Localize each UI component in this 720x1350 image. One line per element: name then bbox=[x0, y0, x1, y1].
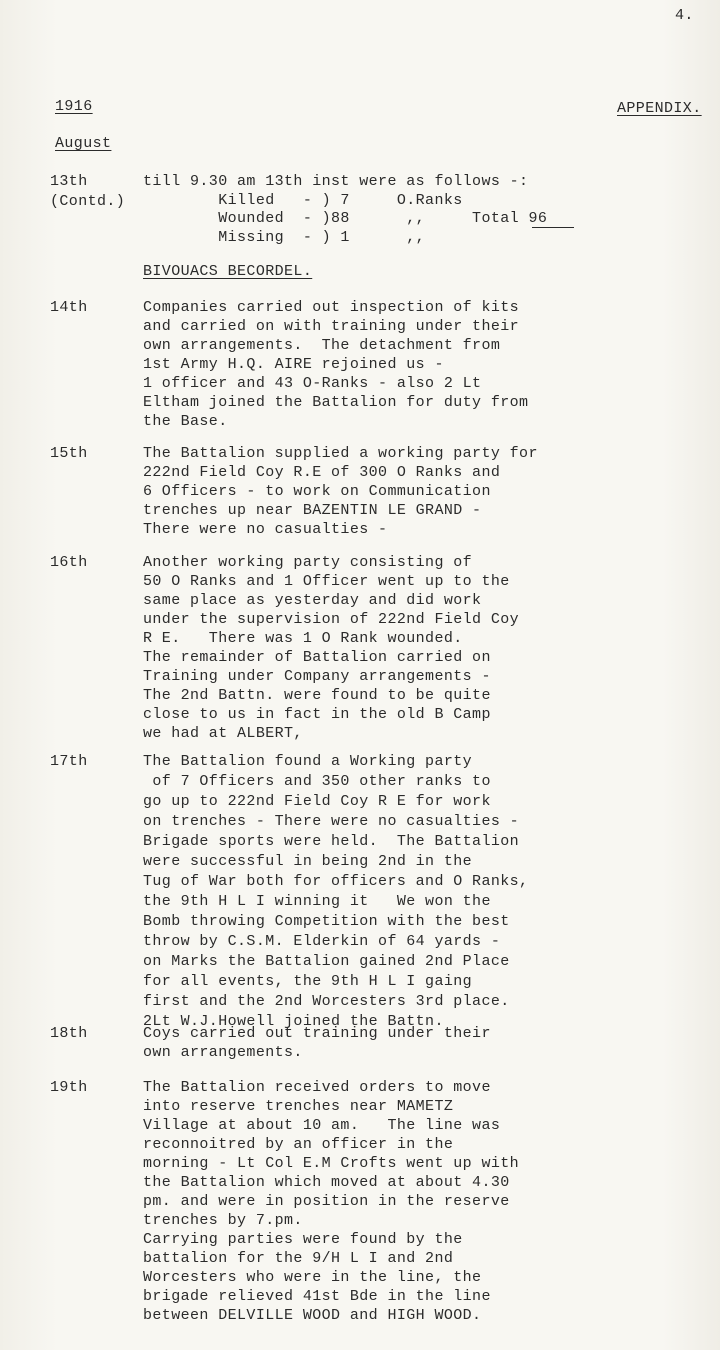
section-heading-bivouacs: BIVOUACS BECORDEL. bbox=[143, 263, 313, 280]
entry-date-15th: 15th bbox=[50, 445, 88, 462]
entry-17th-line: Bomb throwing Competition with the best bbox=[143, 913, 510, 930]
entry-14th-line: Eltham joined the Battalion for duty from bbox=[143, 394, 529, 411]
entry-16th-line: Training under Company arrangements - bbox=[143, 668, 491, 685]
entry-17th-line: of 7 Officers and 350 other ranks to bbox=[143, 773, 491, 790]
page-number: 4. bbox=[675, 7, 694, 24]
entry-17th-line: Tug of War both for officers and O Ranks, bbox=[143, 873, 529, 890]
entry-15th-line: There were no casualties - bbox=[143, 521, 388, 538]
entry-19th-line: reconnoitred by an officer in the bbox=[143, 1136, 454, 1153]
entry-17th-line: on trenches - There were no casualties - bbox=[143, 813, 520, 830]
entry-14th-line: own arrangements. The detachment from bbox=[143, 337, 501, 354]
entry-16th-line: same place as yesterday and did work bbox=[143, 592, 482, 609]
entry-17th-line: first and the 2nd Worcesters 3rd place. bbox=[143, 993, 510, 1010]
entry-17th-line: for all events, the 9th H L I gaing bbox=[143, 973, 473, 990]
entry-17th-line: the 9th H L I winning it We won the bbox=[143, 893, 491, 910]
total-underline bbox=[532, 227, 574, 228]
entry-13th-missing: Missing - ) 1 ,, bbox=[143, 229, 426, 246]
entry-19th-line: trenches by 7.pm. bbox=[143, 1212, 303, 1229]
entry-17th-line: throw by C.S.M. Elderkin of 64 yards - bbox=[143, 933, 501, 950]
entry-15th-line: 222nd Field Coy R.E of 300 O Ranks and bbox=[143, 464, 501, 481]
entry-16th-line: Another working party consisting of bbox=[143, 554, 473, 571]
entry-14th-line: Companies carried out inspection of kits bbox=[143, 299, 520, 316]
entry-17th-line: were successful in being 2nd in the bbox=[143, 853, 473, 870]
year-heading: 1916 bbox=[55, 98, 93, 115]
entry-15th-line: trenches up near BAZENTIN LE GRAND - bbox=[143, 502, 482, 519]
entry-19th-line: morning - Lt Col E.M Crofts went up with bbox=[143, 1155, 520, 1172]
entry-13th-killed: Killed - ) 7 O.Ranks bbox=[143, 192, 463, 209]
entry-16th-line: close to us in fact in the old B Camp bbox=[143, 706, 491, 723]
entry-19th-line: brigade relieved 41st Bde in the line bbox=[143, 1288, 491, 1305]
entry-date-17th: 17th bbox=[50, 753, 88, 770]
entry-16th-line: The remainder of Battalion carried on bbox=[143, 649, 491, 666]
entry-19th-line: Worcesters who were in the line, the bbox=[143, 1269, 482, 1286]
entry-18th-line: own arrangements. bbox=[143, 1044, 303, 1061]
entry-16th-line: 50 O Ranks and 1 Officer went up to the bbox=[143, 573, 510, 590]
entry-date-16th: 16th bbox=[50, 554, 88, 571]
entry-19th-line: pm. and were in position in the reserve bbox=[143, 1193, 510, 1210]
entry-17th-line: go up to 222nd Field Coy R E for work bbox=[143, 793, 491, 810]
entry-date-18th: 18th bbox=[50, 1025, 88, 1042]
entry-19th-line: the Battalion which moved at about 4.30 bbox=[143, 1174, 510, 1191]
entry-17th-line: 2Lt W.J.Howell joined the Battn. bbox=[143, 1013, 444, 1030]
entry-19th-line: into reserve trenches near MAMETZ bbox=[143, 1098, 454, 1115]
entry-17th-line: The Battalion found a Working party bbox=[143, 753, 473, 770]
entry-14th-line: 1st Army H.Q. AIRE rejoined us - bbox=[143, 356, 444, 373]
entry-18th-line: Coys carried out training under their bbox=[143, 1025, 491, 1042]
entry-16th-line: we had at ALBERT, bbox=[143, 725, 303, 742]
entry-13th-line-1: till 9.30 am 13th inst were as follows -: bbox=[143, 173, 529, 190]
entry-17th-line: Brigade sports were held. The Battalion bbox=[143, 833, 520, 850]
entry-16th-line: The 2nd Battn. were found to be quite bbox=[143, 687, 491, 704]
entry-15th-line: 6 Officers - to work on Communication bbox=[143, 483, 491, 500]
entry-14th-line: 1 officer and 43 O-Ranks - also 2 Lt bbox=[143, 375, 482, 392]
entry-19th-line: Carrying parties were found by the bbox=[143, 1231, 463, 1248]
entry-16th-line: under the supervision of 222nd Field Coy bbox=[143, 611, 520, 628]
entry-19th-line: battalion for the 9/H L I and 2nd bbox=[143, 1250, 454, 1267]
entry-14th-line: the Base. bbox=[143, 413, 228, 430]
entry-17th-line: on Marks the Battalion gained 2nd Place bbox=[143, 953, 510, 970]
entry-19th-line: between DELVILLE WOOD and HIGH WOOD. bbox=[143, 1307, 482, 1324]
entry-16th-line: R E. There was 1 O Rank wounded. bbox=[143, 630, 463, 647]
entry-13th-wounded: Wounded - )88 ,, Total 96 bbox=[143, 210, 548, 227]
appendix-label: APPENDIX. bbox=[617, 100, 702, 117]
entry-date-13th: 13th (Contd.) bbox=[50, 173, 126, 210]
entry-19th-line: Village at about 10 am. The line was bbox=[143, 1117, 501, 1134]
entry-15th-line: The Battalion supplied a working party for bbox=[143, 445, 538, 462]
entry-14th-line: and carried on with training under their bbox=[143, 318, 520, 335]
month-heading: August bbox=[55, 135, 112, 152]
entry-date-19th: 19th bbox=[50, 1079, 88, 1096]
entry-date-14th: 14th bbox=[50, 299, 88, 316]
entry-19th-line: The Battalion received orders to move bbox=[143, 1079, 491, 1096]
